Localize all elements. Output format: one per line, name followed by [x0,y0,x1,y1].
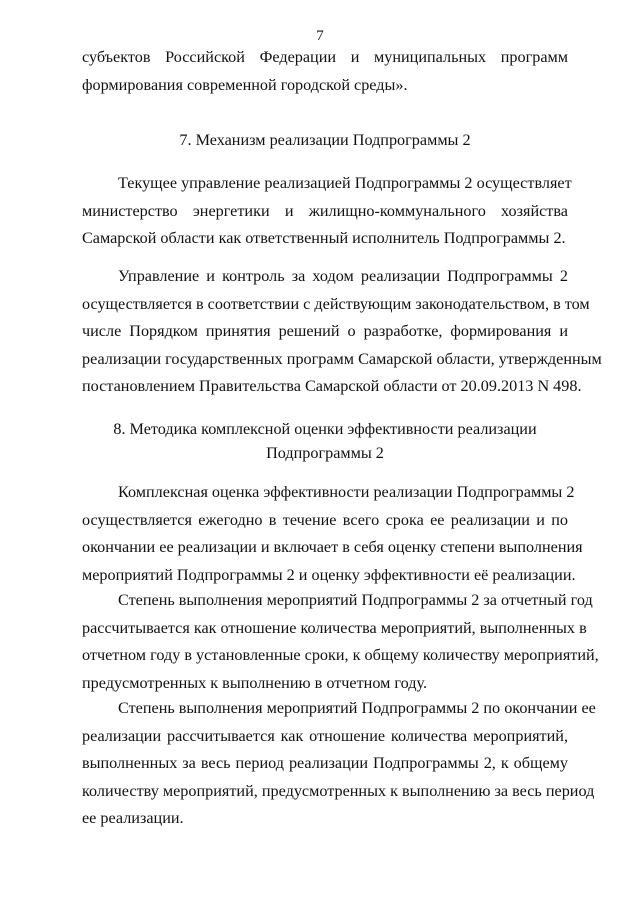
paragraph-line: реализации государственных программ Самарской области, утвержденным [82,349,602,368]
intro-line: формирования современной городской среды». [82,75,408,94]
paragraph-line: количеству мероприятий, предусмотренных к выполнению за весь период [82,781,595,800]
paragraph-line: мероприятий Подпрограммы 2 и оценку эффективности её реализации. [82,565,576,584]
paragraph-line: Управление и контроль за ходом реализации Подпрограммы 2 [118,267,568,285]
paragraph-line: министерство энергетики и жилищно-коммунального хозяйства [82,201,568,220]
paragraph-line: осуществляется ежегодно в течение всего срока ее реализации и по [82,510,568,529]
paragraph-line: реализации рассчитывается как отношение количества мероприятий, [82,726,568,745]
paragraph-line: окончании ее реализации и включает в себя оценку степени выполнения [82,538,583,556]
section-8-heading-line: Подпрограммы 2 [266,444,384,462]
paragraph-line: ее реализации. [82,809,184,827]
section-7-paragraph-1 [82,170,572,253]
page-number: 7 [316,28,324,44]
section-8-heading [82,417,568,465]
paragraph-line: Степень выполнения мероприятий Подпрограммы 2 по окончании ее [118,699,596,717]
section-7-heading: 7. Механизм реализации Подпрограммы 2 [179,131,471,149]
intro-paragraph [82,44,568,99]
section-8-paragraph-3 [82,695,596,833]
paragraph-line: Текущее управление реализацией Подпрограммы 2 осуществляет [118,174,572,192]
section-8-heading-line: 8. Методика комплексной оценки эффективности реализации [113,420,537,438]
section-8-paragraph-2 [82,587,599,697]
paragraph-line: рассчитывается как отношение количества мероприятий, выполненных в [82,618,587,637]
paragraph-line: Самарской области как ответственный исполнитель Подпрограммы 2. [82,229,566,247]
paragraph-line: числе Порядком принятия решений о разработке, формирования и [82,322,568,340]
section-8-paragraph-1 [82,479,583,589]
paragraph-line: предусмотренных к выполнению в отчетном году. [82,673,428,692]
section-7-paragraph-2 [82,263,602,401]
intro-line: субъектов Российской Федерации и муниципальных программ [82,48,568,66]
paragraph-line: отчетном году в установленные сроки, к общему количеству мероприятий, [82,646,599,664]
paragraph-line: Степень выполнения мероприятий Подпрограммы 2 за отчетный год [118,591,593,609]
paragraph-line: выполненных за весь период реализации Подпрограммы 2, к общему [82,754,568,772]
paragraph-line: осуществляется в соответствии с действующим законодательством, в том [82,294,590,313]
paragraph-line: постановлением Правительства Самарской области от 20.09.2013 N 498. [82,377,582,395]
paragraph-line: Комплексная оценка эффективности реализации Подпрограммы 2 [118,483,575,501]
